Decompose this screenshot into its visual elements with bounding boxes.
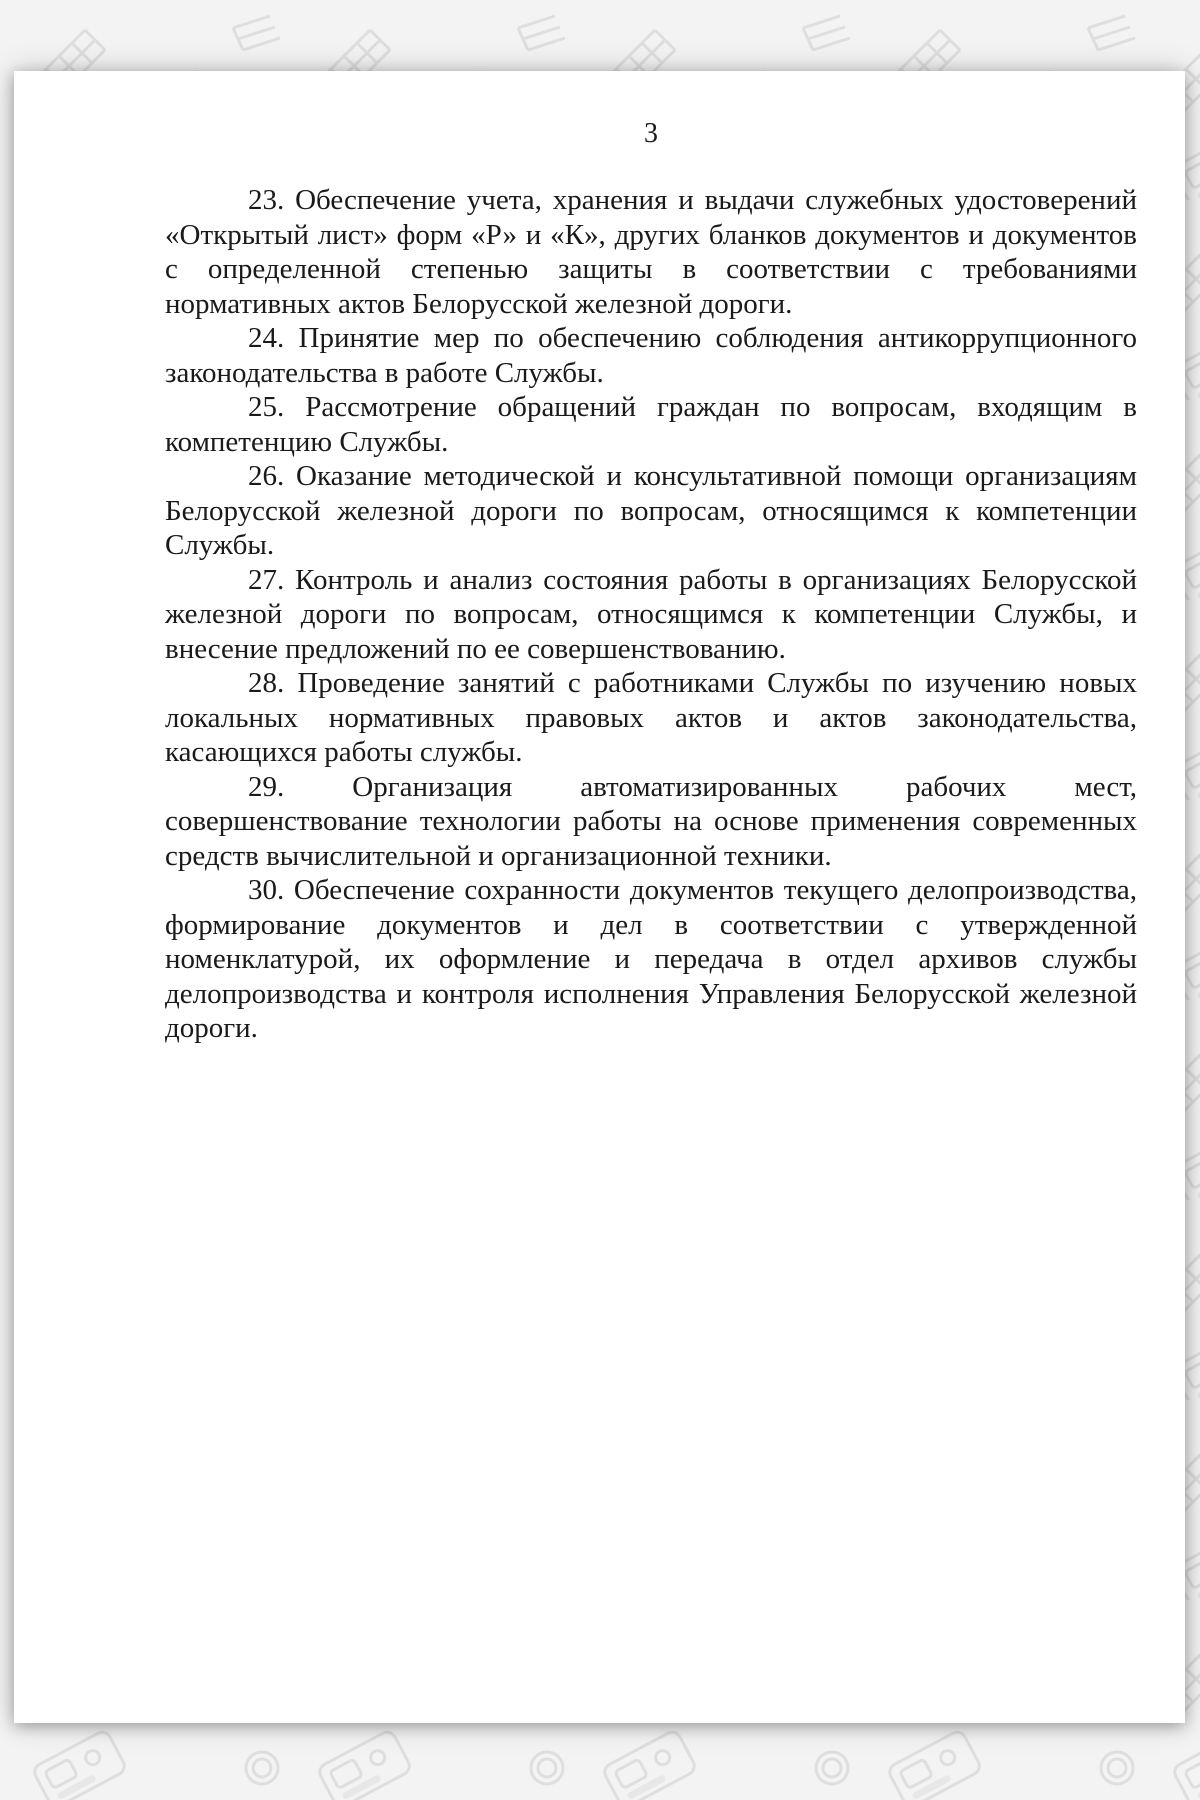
page-content (165, 117, 1137, 1046)
document-page (14, 71, 1185, 1723)
document-body (165, 183, 1137, 1046)
paragraph-23: 23. Обеспечение учета, хранения и выдачи служебных удостоверений «Открытый лист» форм «Р» и «К», других бланков документов и документов с определенной степенью защиты в соответствии с требованиями нормативных актов Белорусской железной дороги. (165, 184, 1137, 320)
page-number: 3 (644, 118, 658, 149)
paragraph-25: 25. Рассмотрение обращений граждан по вопросам, входящим в компетенцию Службы. (165, 391, 1137, 458)
paragraph-29: 29. Организация автоматизированных рабочих мест, совершенствование технологии работы на основе применения современных средств вычислительной и организационной техники. (165, 770, 1137, 872)
paragraph-27: 27. Контроль и анализ состояния работы в организациях Белорусской железной дороги по вопросам, относящимся к компетенции Службы, и внесение предложений по ее совершенствованию. (165, 563, 1137, 665)
paragraph-30: 30. Обеспечение сохранности документов текущего делопроизводства, формирование документов и дел в соответствии с утвержденной номенклатурой, их оформление и передача в отдел архивов службы делопроизводства и контроля исполнения Управления Белорусской железной дороги. (165, 874, 1137, 1044)
paragraph-24: 24. Принятие мер по обеспечению соблюдения антикоррупционного законодательства в работе Службы. (165, 322, 1137, 389)
paragraph-26: 26. Оказание методической и консультативной помощи организациям Белорусской железной дороги по вопросам, относящимся к компетенции Службы. (165, 460, 1137, 561)
paragraph-28: 28. Проведение занятий с работниками Службы по изучению новых локальных нормативных правовых актов и актов законодательства, касающихся работы службы. (165, 667, 1137, 768)
